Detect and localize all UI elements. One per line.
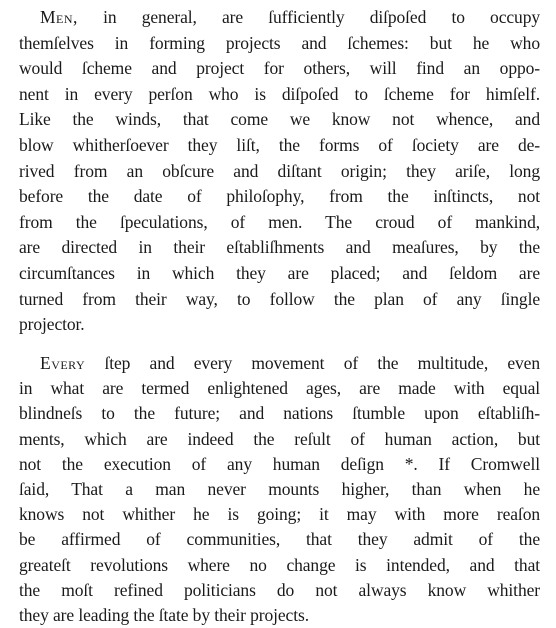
paragraph-lead-word: Men, [40,7,78,27]
text-line: blindneſs to the future; and nations ſtumble upon eſtabliſh- [19,403,540,424]
text-line: the moſt refined politicians do not always know whither [19,579,540,600]
text-line: greateſt revolutions where no change is intended, and that [19,554,540,575]
text-line: ments, which are indeed the reſult of human action, but [19,428,540,449]
text-line: be affirmed of communities, that they admit of the [19,529,540,550]
text-line: before the date of philoſophy, from the inſtincts, not [19,186,540,207]
text-line: from the ſpeculations, of men. The croud of mankind, [19,211,540,232]
text-line: Like the winds, that come we know not whence, and [19,109,540,130]
text-line: not the execution of any human deſign *. If Cromwell [19,453,540,474]
text-line: knows not whither he is going; it may with more reaſon [19,504,540,525]
text-line: they are leading the ſtate by their projects. [19,605,309,625]
text-line: themſelves in forming projects and ſchemes: but he who [19,32,540,53]
text-line: are directed in their eſtabliſhments and meaſures, by the [19,237,540,258]
paragraph-lead-word: Every [40,353,86,373]
text-line: nent in every perſon who is diſpoſed to ſcheme for himſelf. [19,83,540,104]
text-line: rived from an obſcure and diſtant origin; they ariſe, long [19,160,540,181]
text-line: ſaid, That a man never mounts higher, than when he [19,479,540,499]
text-line: blow whitherſoever they liſt, the forms of ſociety are de- [19,135,540,155]
text-line: would ſcheme and project for others, will find an oppo- [19,58,540,79]
text-line: Men, in general, are ſufficiently diſpoſed to occupy [40,7,540,27]
text-line: in what are termed enlightened ages, are made with equal [19,378,540,399]
text-line: Every ſtep and every movement of the multitude, even [40,353,540,373]
text-line: circumſtances in which they are placed; and ſeldom are [19,263,540,283]
text-line: projector. [19,314,85,335]
text-line: turned from their way, to follow the plan of any ſingle [19,288,540,309]
